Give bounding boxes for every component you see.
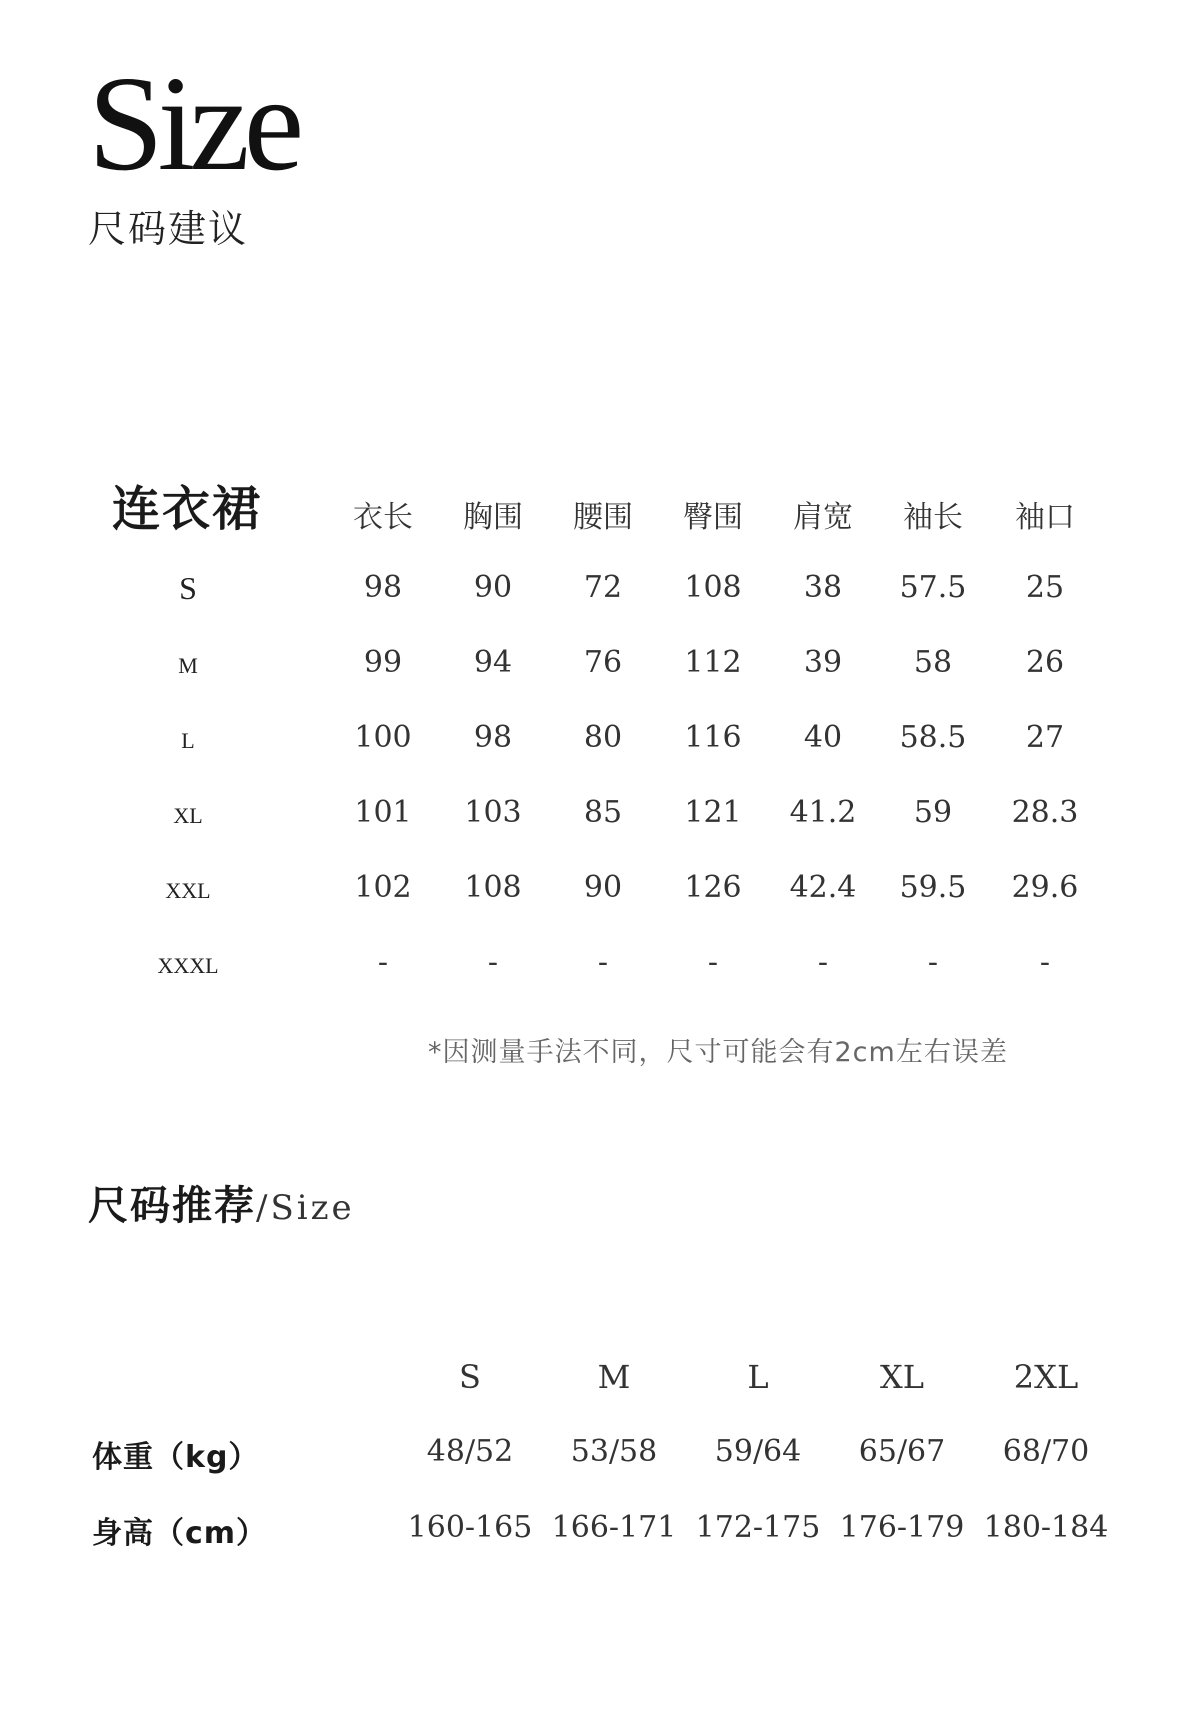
table-cell: 126: [684, 870, 742, 905]
table-cell: 40: [803, 720, 843, 755]
table-cell: 90: [583, 870, 623, 905]
size-label: S: [179, 570, 197, 606]
recommend-cell: 166-171: [551, 1510, 677, 1545]
recommend-size-header: L: [747, 1358, 769, 1396]
table-cell: 39: [803, 645, 843, 680]
page-subtitle: 尺码建议: [88, 207, 249, 251]
table-cell: -: [707, 945, 719, 980]
recommend-cell: 172-175: [695, 1510, 821, 1545]
table-cell: 59.5: [899, 870, 967, 905]
table-cell: 80: [583, 720, 623, 755]
table-cell: 42.4: [789, 870, 857, 905]
table-cell: 98: [363, 570, 403, 605]
table-cell: 27: [1025, 720, 1065, 755]
size-label: M: [178, 653, 198, 678]
page-title: Size: [88, 49, 299, 199]
recommend-cell: 65/67: [858, 1434, 946, 1469]
table-cell: 90: [473, 570, 513, 605]
garment-label: 连衣裙: [112, 481, 263, 537]
table-cell: 58: [913, 645, 953, 680]
table-cell: -: [487, 945, 499, 980]
height-row-label: 身高（cm）: [92, 1516, 268, 1551]
table-cell: 38: [803, 570, 843, 605]
table-cell: 116: [684, 720, 742, 755]
table-cell: 108: [684, 570, 742, 605]
table-cell: 99: [363, 645, 403, 680]
table-cell: 72: [583, 570, 623, 605]
column-header: 衣长: [353, 500, 413, 535]
table-cell: 121: [684, 795, 742, 830]
recommend-size-header: S: [459, 1358, 481, 1396]
recommend-title-text: 尺码推荐: [88, 1183, 256, 1229]
table-cell: 28.3: [1011, 795, 1079, 830]
table-cell: 58.5: [899, 720, 967, 755]
recommend-title-suffix: /Size: [256, 1188, 355, 1228]
recommend-size-header: XL: [879, 1358, 925, 1396]
column-header: 袖长: [903, 500, 963, 535]
column-header: 袖口: [1015, 500, 1075, 535]
table-cell: 57.5: [899, 570, 967, 605]
table-cell: 101: [354, 795, 412, 830]
column-header: 胸围: [463, 500, 523, 535]
table-cell: 59: [913, 795, 953, 830]
recommend-size-header: 2XL: [1013, 1358, 1079, 1396]
table-cell: 76: [583, 645, 623, 680]
weight-row-label: 体重（kg）: [92, 1440, 260, 1475]
table-cell: 29.6: [1011, 870, 1079, 905]
table-cell: -: [817, 945, 829, 980]
size-label: XL: [173, 803, 203, 828]
recommend-cell: 180-184: [983, 1510, 1109, 1545]
table-cell: -: [377, 945, 389, 980]
table-cell: 100: [354, 720, 412, 755]
recommend-cell: 68/70: [1002, 1434, 1090, 1469]
table-cell: 108: [464, 870, 522, 905]
column-header: 臀围: [683, 500, 743, 535]
table-cell: 26: [1025, 645, 1065, 680]
table-cell: -: [597, 945, 609, 980]
recommend-size-header: M: [597, 1358, 631, 1396]
measurement-note: *因测量手法不同，尺寸可能会有2cm左右误差: [428, 1037, 1008, 1068]
recommend-cell: 48/52: [426, 1434, 514, 1469]
size-label: L: [181, 728, 195, 753]
recommend-cell: 160-165: [407, 1510, 533, 1545]
size-label: XXXL: [157, 953, 219, 978]
table-cell: 94: [473, 645, 513, 680]
table-cell: 98: [473, 720, 513, 755]
table-cell: 25: [1025, 570, 1065, 605]
table-cell: 103: [464, 795, 522, 830]
column-header: 肩宽: [793, 500, 853, 535]
table-cell: 85: [583, 795, 623, 830]
table-cell: 112: [684, 645, 742, 680]
table-cell: 102: [354, 870, 412, 905]
size-label: XXL: [165, 878, 211, 903]
recommend-cell: 59/64: [714, 1434, 802, 1469]
table-cell: -: [927, 945, 939, 980]
table-cell: 41.2: [789, 795, 857, 830]
recommend-cell: 53/58: [570, 1434, 658, 1469]
table-cell: -: [1039, 945, 1051, 980]
recommend-cell: 176-179: [839, 1510, 965, 1545]
column-header: 腰围: [573, 500, 633, 535]
